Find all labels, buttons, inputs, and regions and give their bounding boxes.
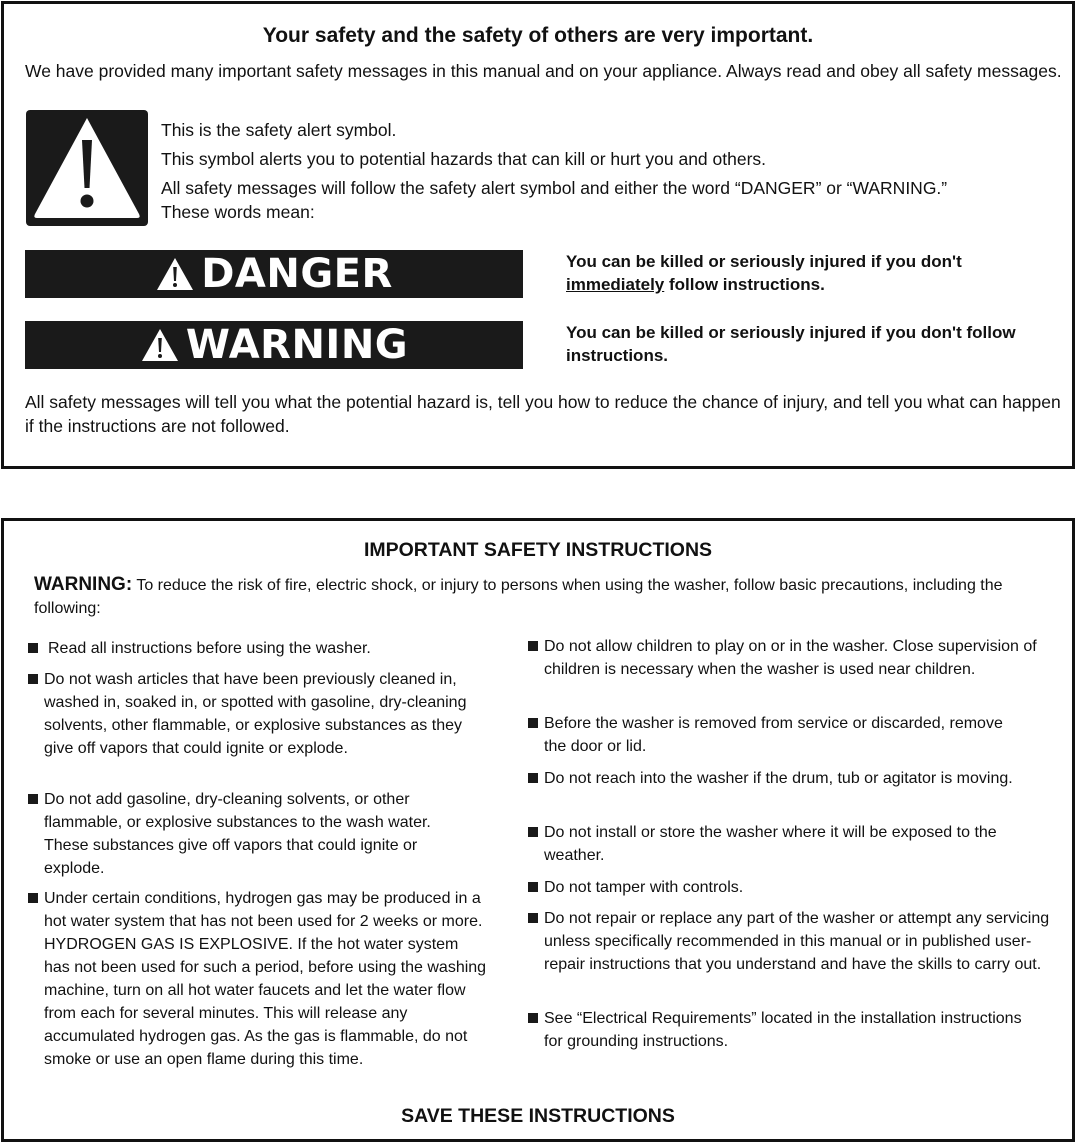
- bullet-square-icon: [528, 773, 538, 783]
- safety-closing: All safety messages will tell you what the potential hazard is, tell you how to reduce the chance of injury, and tell you what can happen if the instructions are not followed.: [25, 392, 1061, 436]
- warning-description: You can be killed or seriously injured if you don't follow instructions.: [566, 323, 1016, 365]
- safety-notice-panel: [1, 1, 1075, 469]
- danger-text-a: You can be killed or seriously injured if you don't: [566, 252, 962, 271]
- list-item: See “Electrical Requirements” located in the installation instructions for grounding instructions.: [528, 1007, 1028, 1053]
- instructions-warning: [34, 573, 1044, 620]
- important-instructions-panel: [1, 518, 1075, 1142]
- list-item: Do not tamper with controls.: [528, 876, 1048, 899]
- list-item: Do not reach into the washer if the drum, tub or agitator is moving.: [528, 767, 1028, 790]
- instructions-warning-text: To reduce the risk of fire, electric shock, or injury to persons when using the washer, follow basic precautions, including the following:: [34, 577, 1003, 617]
- bullet-square-icon: [528, 1013, 538, 1023]
- warning-label: WARNING: [185, 322, 409, 368]
- list-item: Under certain conditions, hydrogen gas may be produced in a hot water system that has not been used for 2 weeks or more. HYDROGEN GAS IS EXPLOSIVE. If the hot water system has not been used for such a period, before using the washing machine, turn on all hot water faucets and let the water flow from each for several minutes. This will release any accumulated hydrogen gas. As the gas is flammable, do not smoke or use an open flame during this time.: [28, 887, 488, 1071]
- alert-triangle-icon: [26, 110, 148, 226]
- alert-line-1: This is the safety alert symbol.: [161, 120, 397, 140]
- warning-triangle-icon: [155, 256, 195, 292]
- save-instructions-footer: SAVE THESE INSTRUCTIONS: [401, 1105, 675, 1127]
- instructions-warning-label: WARNING:: [34, 574, 133, 595]
- bullet-square-icon: [528, 913, 538, 923]
- bullet-square-icon: [528, 641, 538, 651]
- bullet-square-icon: [28, 674, 38, 684]
- danger-description: [566, 250, 1066, 296]
- list-item: Do not wash articles that have been previously cleaned in, washed in, soaked in, or spotted with gasoline, dry-cleaning solvents, other flammable, or explosive substances as they give off vapors that could ignite or explode.: [28, 668, 488, 760]
- danger-label: DANGER: [201, 251, 393, 297]
- bullet-square-icon: [28, 643, 38, 653]
- list-item: Do not repair or replace any part of the washer or attempt any servicing unless specifically recommended in this manual or in published user-repair instructions that you understand and have the skills to carry out.: [528, 907, 1053, 976]
- list-item: Do not allow children to play on or in the washer. Close supervision of children is necessary when the washer is used near children.: [528, 635, 1048, 681]
- bullet-square-icon: [528, 827, 538, 837]
- safety-intro: We have provided many important safety messages in this manual and on your appliance. Always read and obey all safety messages.: [25, 61, 1062, 81]
- safety-title: Your safety and the safety of others are very important.: [262, 24, 814, 47]
- safety-alert-symbol: [26, 110, 148, 226]
- bullet-square-icon: [528, 882, 538, 892]
- bullet-square-icon: [528, 718, 538, 728]
- alert-line-2: This symbol alerts you to potential hazards that can kill or hurt you and others.: [161, 149, 767, 169]
- alert-line-3: All safety messages will follow the safety alert symbol and either the word “DANGER” or “WARNING.” These words mean:: [161, 178, 948, 222]
- bullet-square-icon: [28, 794, 38, 804]
- list-item: Do not install or store the washer where it will be exposed to the weather.: [528, 821, 1048, 867]
- danger-text-b: follow instructions.: [664, 275, 825, 294]
- list-item: Read all instructions before using the washer.: [28, 637, 488, 660]
- warning-banner: [25, 321, 523, 369]
- bullet-square-icon: [28, 893, 38, 903]
- instructions-title: IMPORTANT SAFETY INSTRUCTIONS: [363, 539, 713, 561]
- warning-triangle-icon: [140, 327, 180, 363]
- list-item: Do not add gasoline, dry-cleaning solvents, or other flammable, or explosive substances to the wash water. These substances give off vapors that could ignite or explode.: [28, 788, 468, 880]
- danger-emphasis: immediately: [566, 275, 665, 294]
- danger-banner: [25, 250, 523, 298]
- list-item: Before the washer is removed from service or discarded, remove the door or lid.: [528, 712, 1028, 758]
